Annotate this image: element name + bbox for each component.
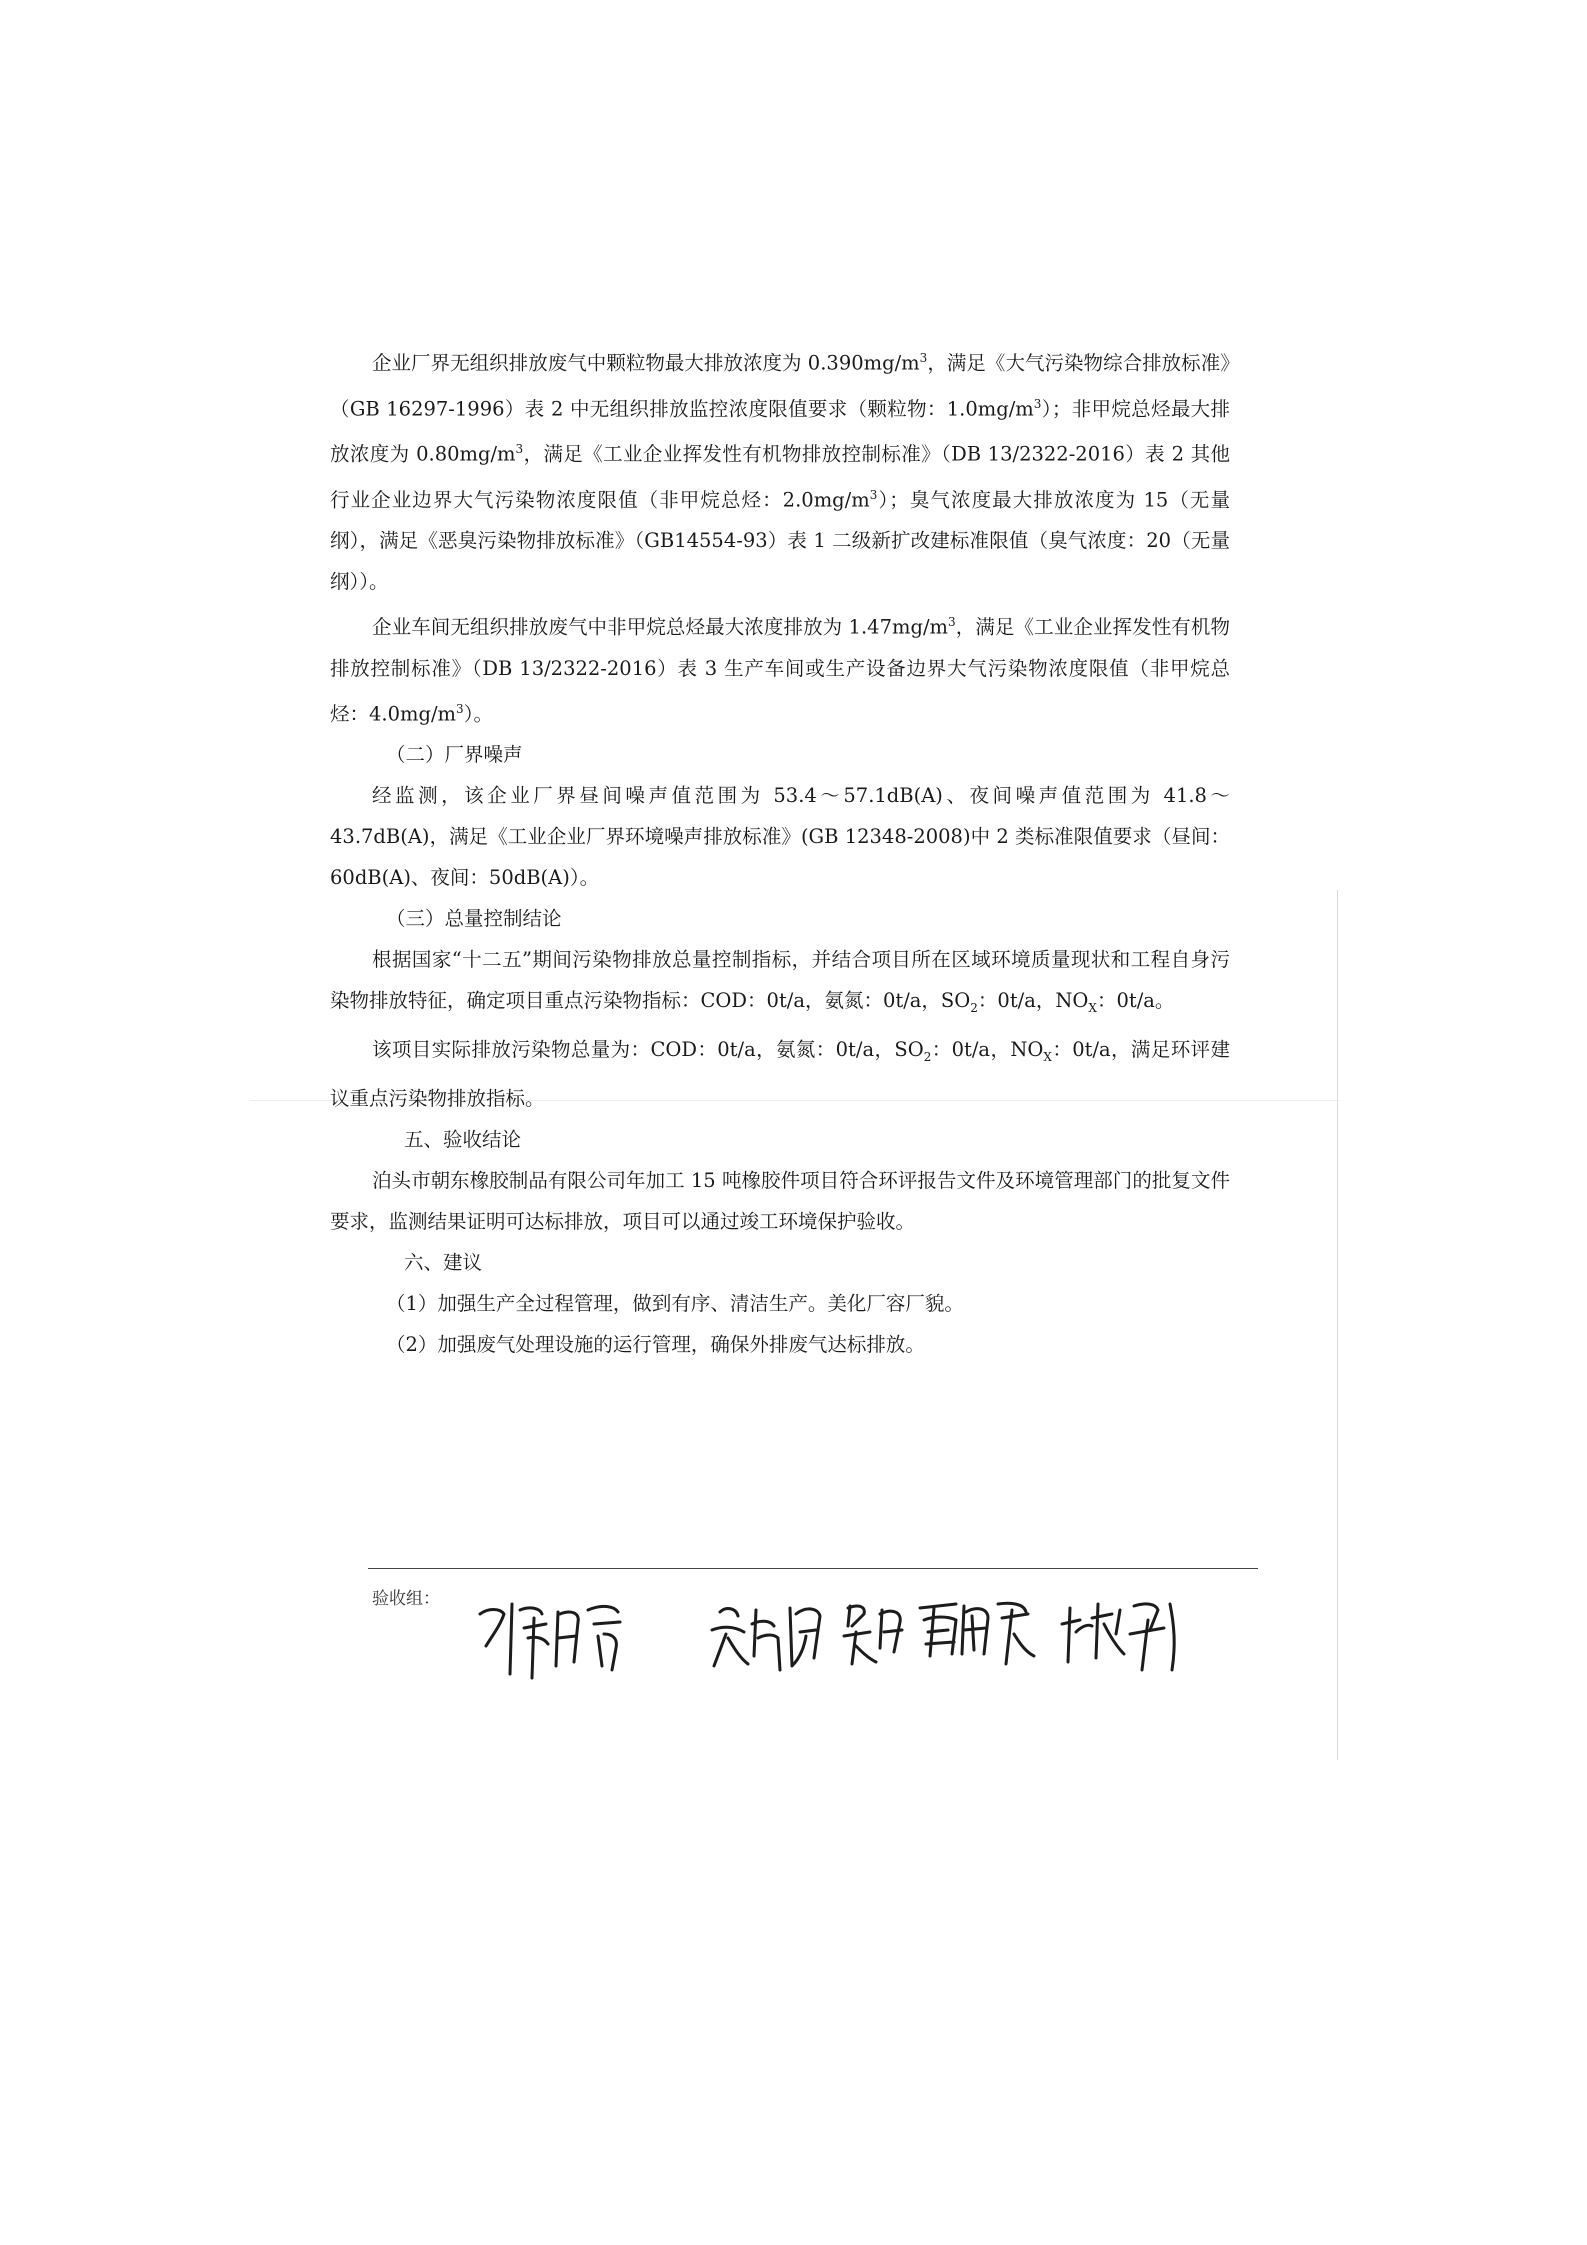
text-run: ：0t/a。: [1096, 989, 1175, 1012]
text-run: ）；非甲烷总烃最大排放浓度为 0.80mg/m: [330, 397, 1230, 466]
text-run: 经监测，该企业厂界昼间噪声值范围为 53.4～57.1dB(A)、夜间噪声值范围为 41.8～43.7dB(A)，满足《工业企业厂界环境噪声排放标准》(GB 12348-2008)中 2 类标准限值要求（昼间：60dB(A)、夜间：50dB(A)）。: [330, 784, 1230, 889]
subscript-text: X: [1088, 1000, 1097, 1015]
text-run: ，满足《工业企业挥发性有机物排放控制标准》（DB 13/2322-2016）表 2 其他行业企业边界大气污染物浓度限值（非甲烷总烃：2.0mg/m: [330, 442, 1230, 511]
text-run: 六、建议: [404, 1250, 483, 1274]
signature-5: [1062, 1604, 1174, 1670]
subsection-heading: [330, 898, 1230, 939]
superscript-text: 3: [869, 487, 878, 502]
text-run: （三）总量控制结论: [386, 907, 562, 930]
body-paragraph: [330, 939, 1230, 1029]
subsection-heading: [330, 1324, 1230, 1365]
text-run: 泊头市朝东橡胶制品有限公司年加工 15 吨橡胶件项目符合环评报告文件及环境管理部门的批复文件要求，监测结果证明可达标排放，项目可以通过竣工环境保护验收。: [330, 1168, 1230, 1233]
text-run: 五、验收结论: [404, 1127, 522, 1151]
subsection-heading: [330, 734, 1230, 775]
text-run: ：0t/a，NO: [931, 1037, 1044, 1061]
text-run: 企业厂界无组织排放废气中颗粒物最大排放浓度为 0.390mg/m: [372, 351, 920, 375]
signature-2: [712, 1608, 820, 1670]
superscript-text: 3: [456, 701, 464, 716]
text-run: ：0t/a，NO: [977, 989, 1089, 1012]
signature-3: [844, 1606, 902, 1664]
body-paragraph: [330, 1029, 1230, 1119]
text-run: ）；臭气浓度最大排放浓度为 15（无量纲），满足《恶臭污染物排放标准》（GB14554-93）表 1 二级新扩改建标准限值（臭气浓度：20（无量纲））。: [330, 488, 1231, 593]
text-run: ：0t/a，满足环评建议重点污染物排放指标。: [330, 1037, 1230, 1110]
document-body: [330, 338, 1230, 1365]
signature-label: 验收组：: [372, 1589, 440, 1609]
signature-4: [920, 1603, 1034, 1664]
text-run: （1）加强生产全过程管理，做到有序、清洁生产。美化厂容厂貌。: [386, 1291, 964, 1315]
text-run: 企业车间无组织排放废气中非甲烷总烃最大浓度排放为 1.47mg/m: [372, 615, 949, 639]
subscript-text: X: [1043, 1049, 1052, 1064]
text-run: ，满足《大气污染物综合排放标准》（GB 16297-1996）表 2 中无组织排放监控浓度限值要求（颗粒物：1.0mg/m: [330, 351, 1230, 420]
signature-block: [368, 1568, 1258, 1698]
body-paragraph: [330, 1160, 1230, 1242]
text-run: 根据国家“十二五”期间污染物排放总量控制指标，并结合项目所在区域环境质量现状和工程自身污染物排放特征，确定项目重点污染物指标：COD：0t/a，氨氮：0t/a，SO: [330, 948, 1230, 1012]
subscript-text: 2: [970, 1000, 978, 1015]
signature-1: [480, 1604, 620, 1678]
subsection-heading: [330, 1283, 1230, 1324]
subscript-text: 2: [923, 1049, 932, 1064]
body-paragraph: [330, 338, 1230, 602]
section-heading: [330, 1242, 1230, 1283]
text-run: ）。: [463, 702, 493, 725]
scan-edge-right: [1337, 890, 1338, 1760]
text-run: （二）厂界噪声: [386, 743, 523, 766]
text-run: ，满足《工业企业挥发性有机物排放控制标准》（DB 13/2322-2016）表 3 生产车间或生产设备边界大气污染物浓度限值（非甲烷总烃：4.0mg/m: [330, 615, 1230, 725]
superscript-text: 3: [515, 442, 524, 456]
section-heading: [330, 1119, 1230, 1160]
superscript-text: 3: [948, 615, 956, 629]
handwritten-signatures: [408, 1574, 1228, 1684]
text-run: 该项目实际排放污染物总量为：COD：0t/a，氨氮：0t/a，SO: [372, 1037, 924, 1061]
body-paragraph: [330, 602, 1230, 734]
text-run: （2）加强废气处理设施的运行管理，确保外排废气达标排放。: [386, 1332, 925, 1356]
superscript-text: 3: [919, 351, 928, 365]
body-paragraph: [330, 775, 1230, 898]
signature-line: [368, 1568, 1258, 1569]
superscript-text: 3: [1033, 396, 1042, 411]
